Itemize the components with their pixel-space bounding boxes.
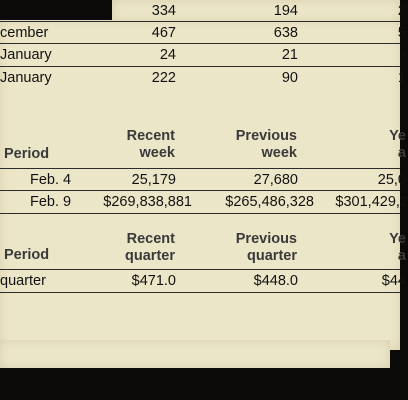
table-row xyxy=(0,169,406,191)
recent-header-line2: quarter xyxy=(125,248,175,264)
year-ago-header-line1: Ye xyxy=(389,128,406,144)
previous-header-line2: quarter xyxy=(247,248,297,264)
year-ago-value: 1 xyxy=(397,70,406,86)
period-header: Period xyxy=(4,247,50,263)
year-ago-value: 5 xyxy=(397,25,406,41)
row-label: cember xyxy=(0,25,49,41)
recent-header-line1: Recent xyxy=(126,231,175,247)
year-ago-value: 25,0 xyxy=(377,172,406,188)
row-label: quarter xyxy=(0,273,46,289)
year-ago-value: - xyxy=(401,47,406,63)
recent-value: 25,179 xyxy=(131,172,176,188)
recent-header-line1: Recent xyxy=(126,128,175,144)
previous-header-line2: week xyxy=(261,145,297,161)
recent-value: 334 xyxy=(151,3,176,19)
table-row xyxy=(0,44,406,66)
table-row xyxy=(0,0,406,22)
year-ago-header-line2: a xyxy=(397,248,406,264)
previous-header-line1: Previous xyxy=(235,128,297,144)
recent-value: $471.0 xyxy=(131,273,176,289)
previous-value: $265,486,328 xyxy=(225,194,314,210)
previous-value: 27,680 xyxy=(253,172,298,188)
recent-value: 24 xyxy=(159,47,176,63)
period-header: Period xyxy=(4,146,50,162)
recent-header-line2: week xyxy=(139,145,175,161)
year-ago-header-line2: a xyxy=(397,145,406,161)
year-ago-value: 2 xyxy=(397,3,406,19)
recent-value: 222 xyxy=(151,70,176,86)
table-row xyxy=(0,191,408,213)
previous-value: 90 xyxy=(281,70,298,86)
row-label: Feb. 4 xyxy=(30,172,72,188)
row-divider xyxy=(0,292,400,293)
previous-value: 638 xyxy=(273,25,298,41)
recent-value: $269,838,881 xyxy=(103,194,192,210)
table-header xyxy=(0,231,406,267)
year-ago-value: $44 xyxy=(381,273,406,289)
row-label: Feb. 9 xyxy=(30,194,72,210)
previous-value: 21 xyxy=(281,47,298,63)
row-divider xyxy=(0,213,400,214)
row-label: January xyxy=(0,47,52,63)
previous-value: $448.0 xyxy=(253,273,298,289)
paper-strip-bottom xyxy=(0,340,390,368)
previous-header-line1: Previous xyxy=(235,231,297,247)
year-ago-value: $301,429,2 xyxy=(335,194,408,210)
year-ago-header-line1: Ye xyxy=(389,231,406,247)
table-row xyxy=(0,22,406,44)
table-row xyxy=(0,270,406,292)
recent-value: 467 xyxy=(151,25,176,41)
table-row xyxy=(0,67,406,89)
row-label: January xyxy=(0,70,52,86)
table-header xyxy=(0,128,406,164)
previous-value: 194 xyxy=(273,3,298,19)
